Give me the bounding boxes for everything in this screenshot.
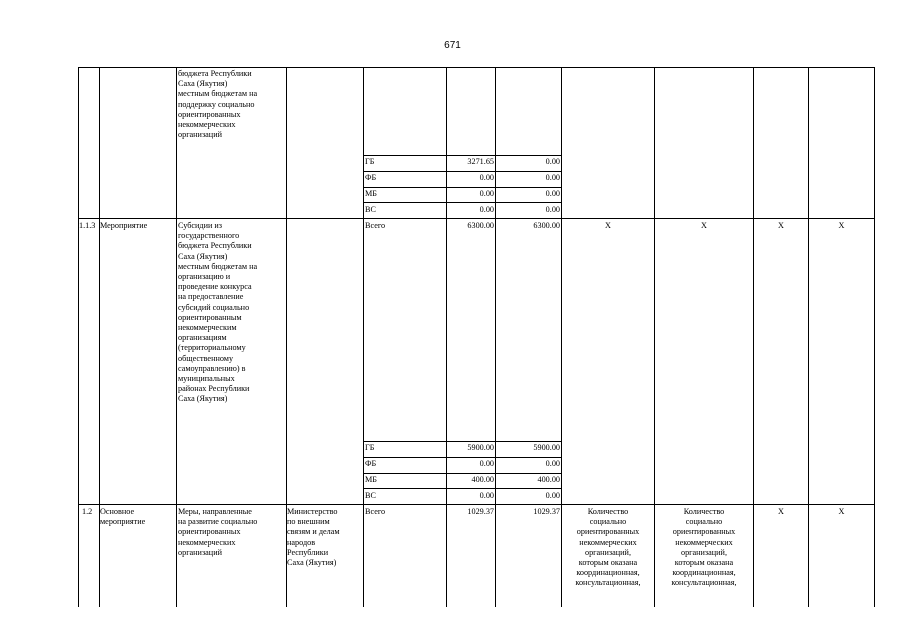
- cell-source-code: МБ: [365, 189, 377, 198]
- row-separator: [78, 218, 875, 219]
- cell-x: X: [778, 507, 784, 516]
- cell-value: 0.00: [545, 157, 560, 166]
- cell-value: 6300.00: [533, 221, 560, 230]
- cell-name: Субсидии из государственного бюджета Республики Саха (Якутия) местным бюджетам на организацию и проведение конкурса на предоставление субсидий социально ориентированным некоммерческим организациям (территориальному общественному самоуправлению) в муниципальных районах Республики Саха (Якутия): [178, 221, 258, 404]
- cell-source-code: ФБ: [365, 459, 377, 468]
- col-border: [446, 67, 447, 607]
- cell-value: 6300.00: [467, 221, 494, 230]
- table-top-border: [78, 67, 875, 68]
- source-line: [363, 441, 561, 442]
- col-border: [363, 67, 364, 607]
- cell-indicator: Количество социально ориентированных некоммерческих организаций, которым оказана координационная, консультационная,: [671, 507, 737, 588]
- cell-value: 5900.00: [467, 443, 494, 452]
- cell-number: 1.1.3: [79, 221, 96, 230]
- cell-value: 0.00: [545, 173, 560, 182]
- cell-x: X: [778, 221, 784, 230]
- page-number: 671: [444, 40, 461, 51]
- cell-source-code: ГБ: [365, 157, 375, 166]
- cell-type: Мероприятие: [100, 221, 148, 230]
- col-border: [495, 67, 496, 607]
- cell-value: 0.00: [545, 189, 560, 198]
- cell-x: X: [605, 221, 611, 230]
- col-border: [874, 67, 875, 607]
- source-line: [363, 155, 561, 156]
- cell-number: 1.2: [82, 507, 93, 516]
- cell-type: Основное мероприятие: [100, 507, 146, 527]
- cell-source-code: Всего: [365, 507, 386, 516]
- cell-name: бюджета Республики Саха (Якутия) местным бюджетам на поддержку социально ориентированных некоммерческих организаций: [178, 69, 258, 140]
- cell-source-code: МБ: [365, 475, 377, 484]
- col-border: [808, 67, 809, 607]
- source-line: [363, 457, 561, 458]
- cell-name: Меры, направленные на развитие социально ориентированных некоммерческих организаций: [178, 507, 258, 557]
- source-line: [363, 187, 561, 188]
- cell-x: X: [701, 221, 707, 230]
- cell-value: 0.00: [479, 205, 494, 214]
- cell-source-code: Всего: [365, 221, 386, 230]
- cell-executor: Министерство по внешним связям и делам народов Республики Саха (Якутия): [287, 507, 340, 568]
- cell-value: 3271.65: [467, 157, 494, 166]
- cell-x: X: [838, 221, 845, 230]
- col-border: [753, 67, 754, 607]
- cell-value: 0.00: [545, 205, 560, 214]
- cell-value: 0.00: [545, 491, 560, 500]
- col-border: [78, 67, 79, 607]
- cell-value: 1029.37: [467, 507, 494, 516]
- cell-value: 0.00: [479, 173, 494, 182]
- cell-source-code: ВС: [365, 205, 376, 214]
- cell-indicator: Количество социально ориентированных некоммерческих организаций, которым оказана координационная, консультационная,: [575, 507, 641, 588]
- cell-value: 400.00: [537, 475, 560, 484]
- source-line: [363, 171, 561, 172]
- source-line: [363, 473, 561, 474]
- cell-value: 0.00: [479, 491, 494, 500]
- source-line: [363, 488, 561, 489]
- cell-value: 0.00: [545, 459, 560, 468]
- cell-value: 5900.00: [533, 443, 560, 452]
- row-separator: [78, 504, 875, 505]
- cell-value: 1029.37: [533, 507, 560, 516]
- col-border: [176, 67, 177, 607]
- cell-source-code: ФБ: [365, 173, 377, 182]
- source-line: [363, 202, 561, 203]
- cell-value: 0.00: [479, 459, 494, 468]
- cell-source-code: ГБ: [365, 443, 375, 452]
- cell-source-code: ВС: [365, 491, 376, 500]
- cell-value: 400.00: [471, 475, 494, 484]
- cell-value: 0.00: [479, 189, 494, 198]
- cell-x: X: [838, 507, 845, 516]
